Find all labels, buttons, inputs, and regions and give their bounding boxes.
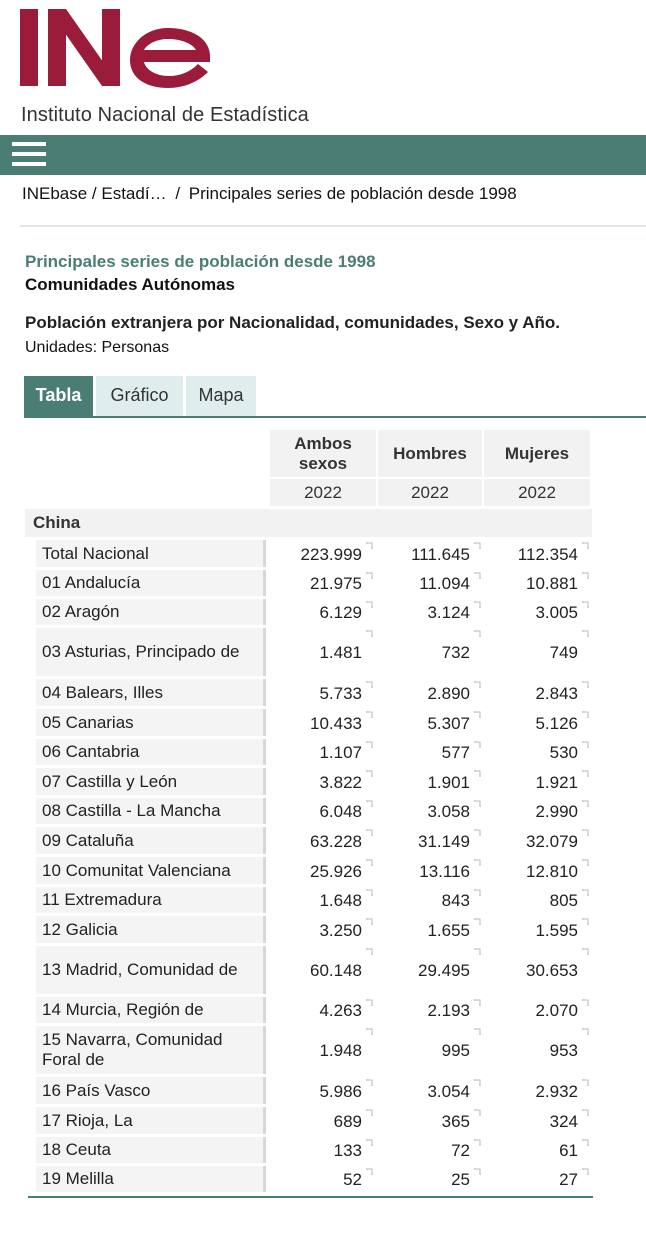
table-cell[interactable]: 25 [451,1170,470,1189]
group-label: China [33,513,81,532]
table-cell[interactable]: 953 [549,1041,578,1060]
table-cell[interactable]: 63.228 [310,832,362,851]
row-label: 13 Madrid, Comunidad de [36,946,266,994]
table-cell[interactable]: 32.079 [526,832,578,851]
cell-note-icon[interactable] [365,630,373,638]
cell-note-icon[interactable] [473,1028,481,1036]
row-label: 01 Andalucía [36,570,266,596]
cell-note-icon[interactable] [473,630,481,638]
top-navbar [0,135,646,175]
table-cell[interactable]: 1.648 [319,891,362,910]
ine-logo[interactable] [20,6,360,126]
year-header-mujeres: 2022 [484,479,590,506]
table-cell[interactable]: 3.124 [427,603,470,622]
cell-note-icon[interactable] [581,1168,589,1176]
column-header-hombres: Hombres [378,430,482,477]
row-label: 11 Extremadura [36,887,266,913]
cell-note-icon[interactable] [581,1109,589,1117]
row-label: 14 Murcia, Región de [36,997,266,1023]
row-label: 19 Melilla [36,1166,266,1192]
row-label: 06 Cantabria [36,739,266,765]
table-cell[interactable]: 25.926 [310,862,362,881]
table-cell[interactable]: 13.116 [419,862,470,881]
breadcrumb [22,184,517,204]
ine-logo-mark [20,6,220,90]
row-label: 10 Comunitat Valenciana [36,857,266,884]
tabs-divider [24,416,646,418]
cell-note-icon[interactable] [473,948,481,956]
table-cell[interactable]: 21.975 [310,574,362,593]
table-cell[interactable]: 3.005 [535,603,578,622]
table-cell[interactable]: 5.307 [427,714,470,733]
table-cell[interactable]: 5.126 [535,714,578,733]
table-cell[interactable]: 3.054 [427,1082,470,1101]
table-cell[interactable]: 10.433 [310,714,362,733]
cell-note-icon[interactable] [581,572,589,580]
table-cell[interactable]: 577 [441,743,470,762]
cell-note-icon[interactable] [581,601,589,609]
table-bottom-rule [28,1196,593,1198]
cell-note-icon[interactable] [581,889,589,897]
cell-note-icon[interactable] [365,948,373,956]
table-cell[interactable]: 2.990 [535,802,578,821]
row-label: Total Nacional [36,540,266,567]
section-title: Principales series de población desde 1998 [25,252,376,271]
row-label: 02 Aragón [36,599,266,625]
table-cell[interactable]: 3.822 [319,773,362,792]
cell-note-icon[interactable] [581,542,589,550]
table-cell[interactable]: 112.354 [517,545,578,564]
table-cell[interactable]: 530 [549,743,578,762]
table-cell[interactable]: 30.653 [526,961,578,980]
row-label: 12 Galicia [36,916,266,943]
row-label: 08 Castilla - La Mancha [36,798,266,824]
table-cell[interactable]: 1.655 [427,921,470,940]
table-cell[interactable]: 1.481 [319,643,362,662]
cell-note-icon[interactable] [581,829,589,837]
cell-note-icon[interactable] [581,630,589,638]
breadcrumb-separator: / [175,184,181,203]
table-cell[interactable]: 689 [333,1112,362,1131]
table-cell[interactable]: 1.595 [535,921,578,940]
breadcrumb-current: Principales series de población desde 1998 [188,184,517,203]
cell-note-icon[interactable] [581,1079,589,1087]
cell-note-icon[interactable] [581,770,589,778]
institute-name: Instituto Nacional de Estadística [21,104,309,126]
row-label: 07 Castilla y León [36,768,266,795]
cell-note-icon[interactable] [581,741,589,749]
hamburger-menu-icon[interactable] [12,142,46,168]
table-cell[interactable]: 5.986 [319,1082,362,1101]
table-title: Población extranjera por Nacionalidad, comunidades, Sexo y Año. [25,313,561,332]
table-cell[interactable]: 805 [549,891,578,910]
row-label: 15 Navarra, Comunidad Foral de [36,1026,266,1074]
row-label: 04 Balears, Illes [36,679,266,706]
tab-tabla[interactable]: Tabla [24,376,93,416]
cell-note-icon[interactable] [581,1139,589,1147]
cell-note-icon[interactable] [581,999,589,1007]
year-header-hombres: 2022 [378,479,482,506]
table-cell[interactable]: 31.149 [418,832,470,851]
year-header-ambos-sexos: 2022 [270,479,376,506]
table-cell[interactable]: 365 [441,1112,470,1131]
cell-note-icon[interactable] [581,948,589,956]
cell-note-icon[interactable] [581,918,589,926]
column-header-ambos-sexos: Ambos sexos [270,430,376,477]
table-cell[interactable]: 4.263 [319,1001,362,1020]
table-cell[interactable]: 6.048 [319,802,362,821]
table-cell[interactable]: 2.932 [535,1082,578,1101]
group-row-china [25,509,592,537]
table-cell[interactable]: 61 [559,1141,578,1160]
row-label: 18 Ceuta [36,1137,266,1163]
table-cell[interactable]: 11.094 [419,574,470,593]
table-cell[interactable]: 2.890 [427,684,470,703]
row-label: 16 País Vasco [36,1077,266,1104]
row-label: 03 Asturias, Principado de [36,628,266,676]
table-cell[interactable]: 5.733 [319,684,362,703]
table-cell[interactable]: 1.901 [427,773,470,792]
table-cell[interactable]: 843 [441,891,470,910]
column-header-mujeres: Mujeres [484,430,590,477]
table-cell[interactable]: 3.250 [319,921,362,940]
table-cell[interactable]: 72 [451,1141,470,1160]
table-cell[interactable]: 3.058 [427,802,470,821]
table-cell[interactable]: 223.999 [300,545,362,564]
row-label: 09 Cataluña [36,827,266,854]
breadcrumb-divider [20,225,646,227]
table-cell[interactable]: 29.495 [418,961,470,980]
row-label: 05 Canarias [36,709,266,736]
table-cell[interactable]: 1.107 [319,743,362,762]
table-cell[interactable]: 111.645 [411,545,470,564]
table-cell[interactable]: 27 [559,1170,578,1189]
row-label: 17 Rioja, La [36,1107,266,1134]
table-cell[interactable]: 324 [549,1112,578,1131]
table-cell[interactable]: 1.921 [535,773,578,792]
table-cell[interactable]: 1.948 [319,1041,362,1060]
subsection-title: Comunidades Autónomas [25,275,235,294]
cell-note-icon[interactable] [581,681,589,689]
cell-note-icon[interactable] [365,1028,373,1036]
table-cell[interactable]: 995 [441,1041,470,1060]
table-cell[interactable]: 2.193 [427,1001,470,1020]
tab-mapa[interactable]: Mapa [186,376,256,416]
units-label: Unidades: Personas [25,339,170,356]
table-cell[interactable]: 52 [343,1170,362,1189]
table-cell[interactable]: 732 [441,643,470,662]
table-cell[interactable]: 2.070 [535,1001,578,1020]
cell-note-icon[interactable] [581,1028,589,1036]
table-cell[interactable]: 2.843 [535,684,578,703]
tab-grafico[interactable]: Gráfico [96,376,183,416]
table-cell[interactable]: 12.810 [526,862,578,881]
table-cell[interactable]: 749 [549,643,578,662]
table-cell[interactable]: 10.881 [526,574,578,593]
breadcrumb-inebase[interactable]: INEbase / Estadí… [22,184,167,203]
table-cell[interactable]: 133 [333,1141,362,1160]
table-cell[interactable]: 6.129 [319,603,362,622]
cell-note-icon[interactable] [581,711,589,719]
table-cell[interactable]: 60.148 [310,961,362,980]
cell-note-icon[interactable] [581,859,589,867]
cell-note-icon[interactable] [581,800,589,808]
